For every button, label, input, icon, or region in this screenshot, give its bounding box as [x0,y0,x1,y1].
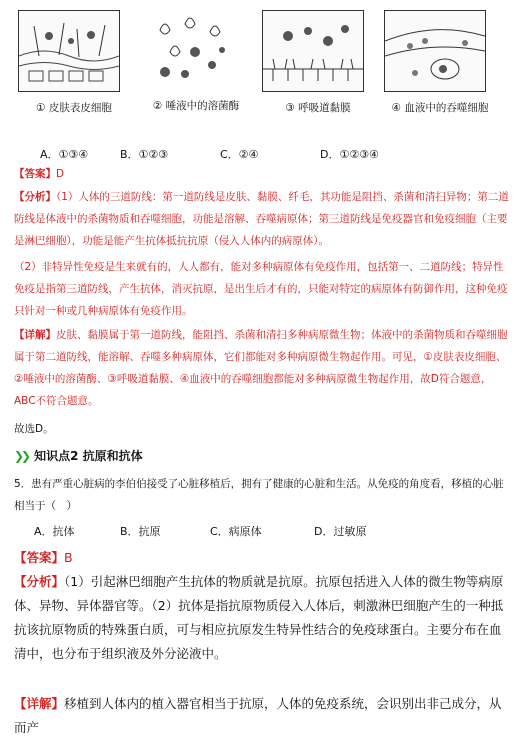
q5-stem: 5．患有严重心脏病的李伯伯接受了心脏移植后，拥有了健康的心脏和生活。从免疫的角度看，移植的心脏相当于（ ） [14,478,504,512]
mucosa-icon [262,10,364,92]
answer-label: 【答案】 [14,168,56,180]
analysis-text: （1）引起淋巴细胞产生抗体的物质就是抗原。抗原包括进入人体的微生物等病原体、异物、异体器官等。（2）抗体是指抗原物质侵入人体后，刺激淋巴细胞产生的一种抵抗该抗原物质的特殊蛋白质，可与相应抗原发生特异性结合的免疫球蛋白。主要分布在血清中，也分布于组织液及外分泌液中。 [14,574,504,661]
option-b[interactable]: B．①②③ [120,148,169,161]
q4-answer [14,163,510,185]
skin-cells-icon [18,10,120,92]
option-c[interactable]: C．病原体 [210,525,262,538]
analysis-text-1: （1）人体的三道防线：第一道防线是皮肤、黏膜、纤毛，其功能是阻挡、杀菌和清扫异物；第二道防线是体液中的杀菌物质和吞噬细胞，功能是溶解、吞噬病原体；第三道防线是免疫器官和免疫细胞（主要是淋巴细胞），功能是能产生抗体抵抗抗原（侵入人体内的病原体）。 [14,191,509,247]
answer-value: B [64,550,73,565]
option-a[interactable]: A．抗体 [34,525,75,538]
answer-label: 【答案】 [14,550,65,565]
option-a[interactable]: A．①③④ [40,148,89,161]
option-d[interactable]: D．①②③④ [320,148,379,161]
option-d[interactable]: D．过敏原 [314,525,367,538]
q4-analysis-2 [14,256,510,322]
lysozyme-icon [140,10,240,90]
q5-analysis [14,570,510,666]
answer-value: D [56,168,65,180]
q4-detail [14,324,510,412]
detail-text: 移植到人体内的植入器官相当于抗原，人体的免疫系统，会识别出非己成分，从而产 [14,696,502,735]
figure-caption: ② 唾液中的溶菌酶 [152,100,240,112]
detail-label: 【详解】 [14,329,56,341]
detail-label: 【详解】 [14,696,65,711]
option-b[interactable]: B．抗原 [120,525,161,538]
q5-answer [14,546,510,570]
option-c[interactable]: C．②④ [220,148,259,161]
figure-3 [262,10,370,115]
figure-caption: ③ 呼吸道黏膜 [285,102,351,114]
analysis-label: 【分析】 [14,191,56,203]
figure-row [18,10,508,130]
knowledge-point-title: 知识点2 抗原和抗体 [34,449,143,463]
q5-detail [14,692,510,740]
analysis-text-2: （2）非特异性免疫是生来就有的，人人都有，能对多种病原体有免疫作用，包括第一、二道防线；特异性免疫是指第三道防线，产生抗体，消灭抗原，是出生后才有的，只能对特定的病原体有防御作用，这种免疫只针对一种或几种病原体有免疫作用。 [14,261,508,317]
knowledge-point-heading [14,447,143,464]
q4-conclusion: 故选D。 [14,423,54,435]
phagocyte-icon [384,10,486,92]
figure-2 [140,10,248,113]
figure-4 [384,10,492,115]
figure-caption: ④ 血液中的吞噬细胞 [391,102,489,114]
figure-1 [18,10,126,115]
figure-caption: ① 皮肤表皮细胞 [36,102,112,114]
double-chevron-icon: ❯❯ [14,449,29,463]
detail-text: 皮肤、黏膜属于第一道防线，能阻挡、杀菌和清扫多种病原微生物；体液中的杀菌物质和吞噬细胞属于第二道防线，能溶解、吞噬多种病原体，它们都能对多种病原微生物起作用。可见，①皮肤表皮细胞、②唾液中的溶菌酶、③呼吸道黏膜、④血液中的吞噬细胞都能对多种病原微生物起作用，故D符合题意，ABC不符合题意。 [14,329,508,407]
q4-analysis [14,186,510,252]
analysis-label: 【分析】 [14,574,65,589]
